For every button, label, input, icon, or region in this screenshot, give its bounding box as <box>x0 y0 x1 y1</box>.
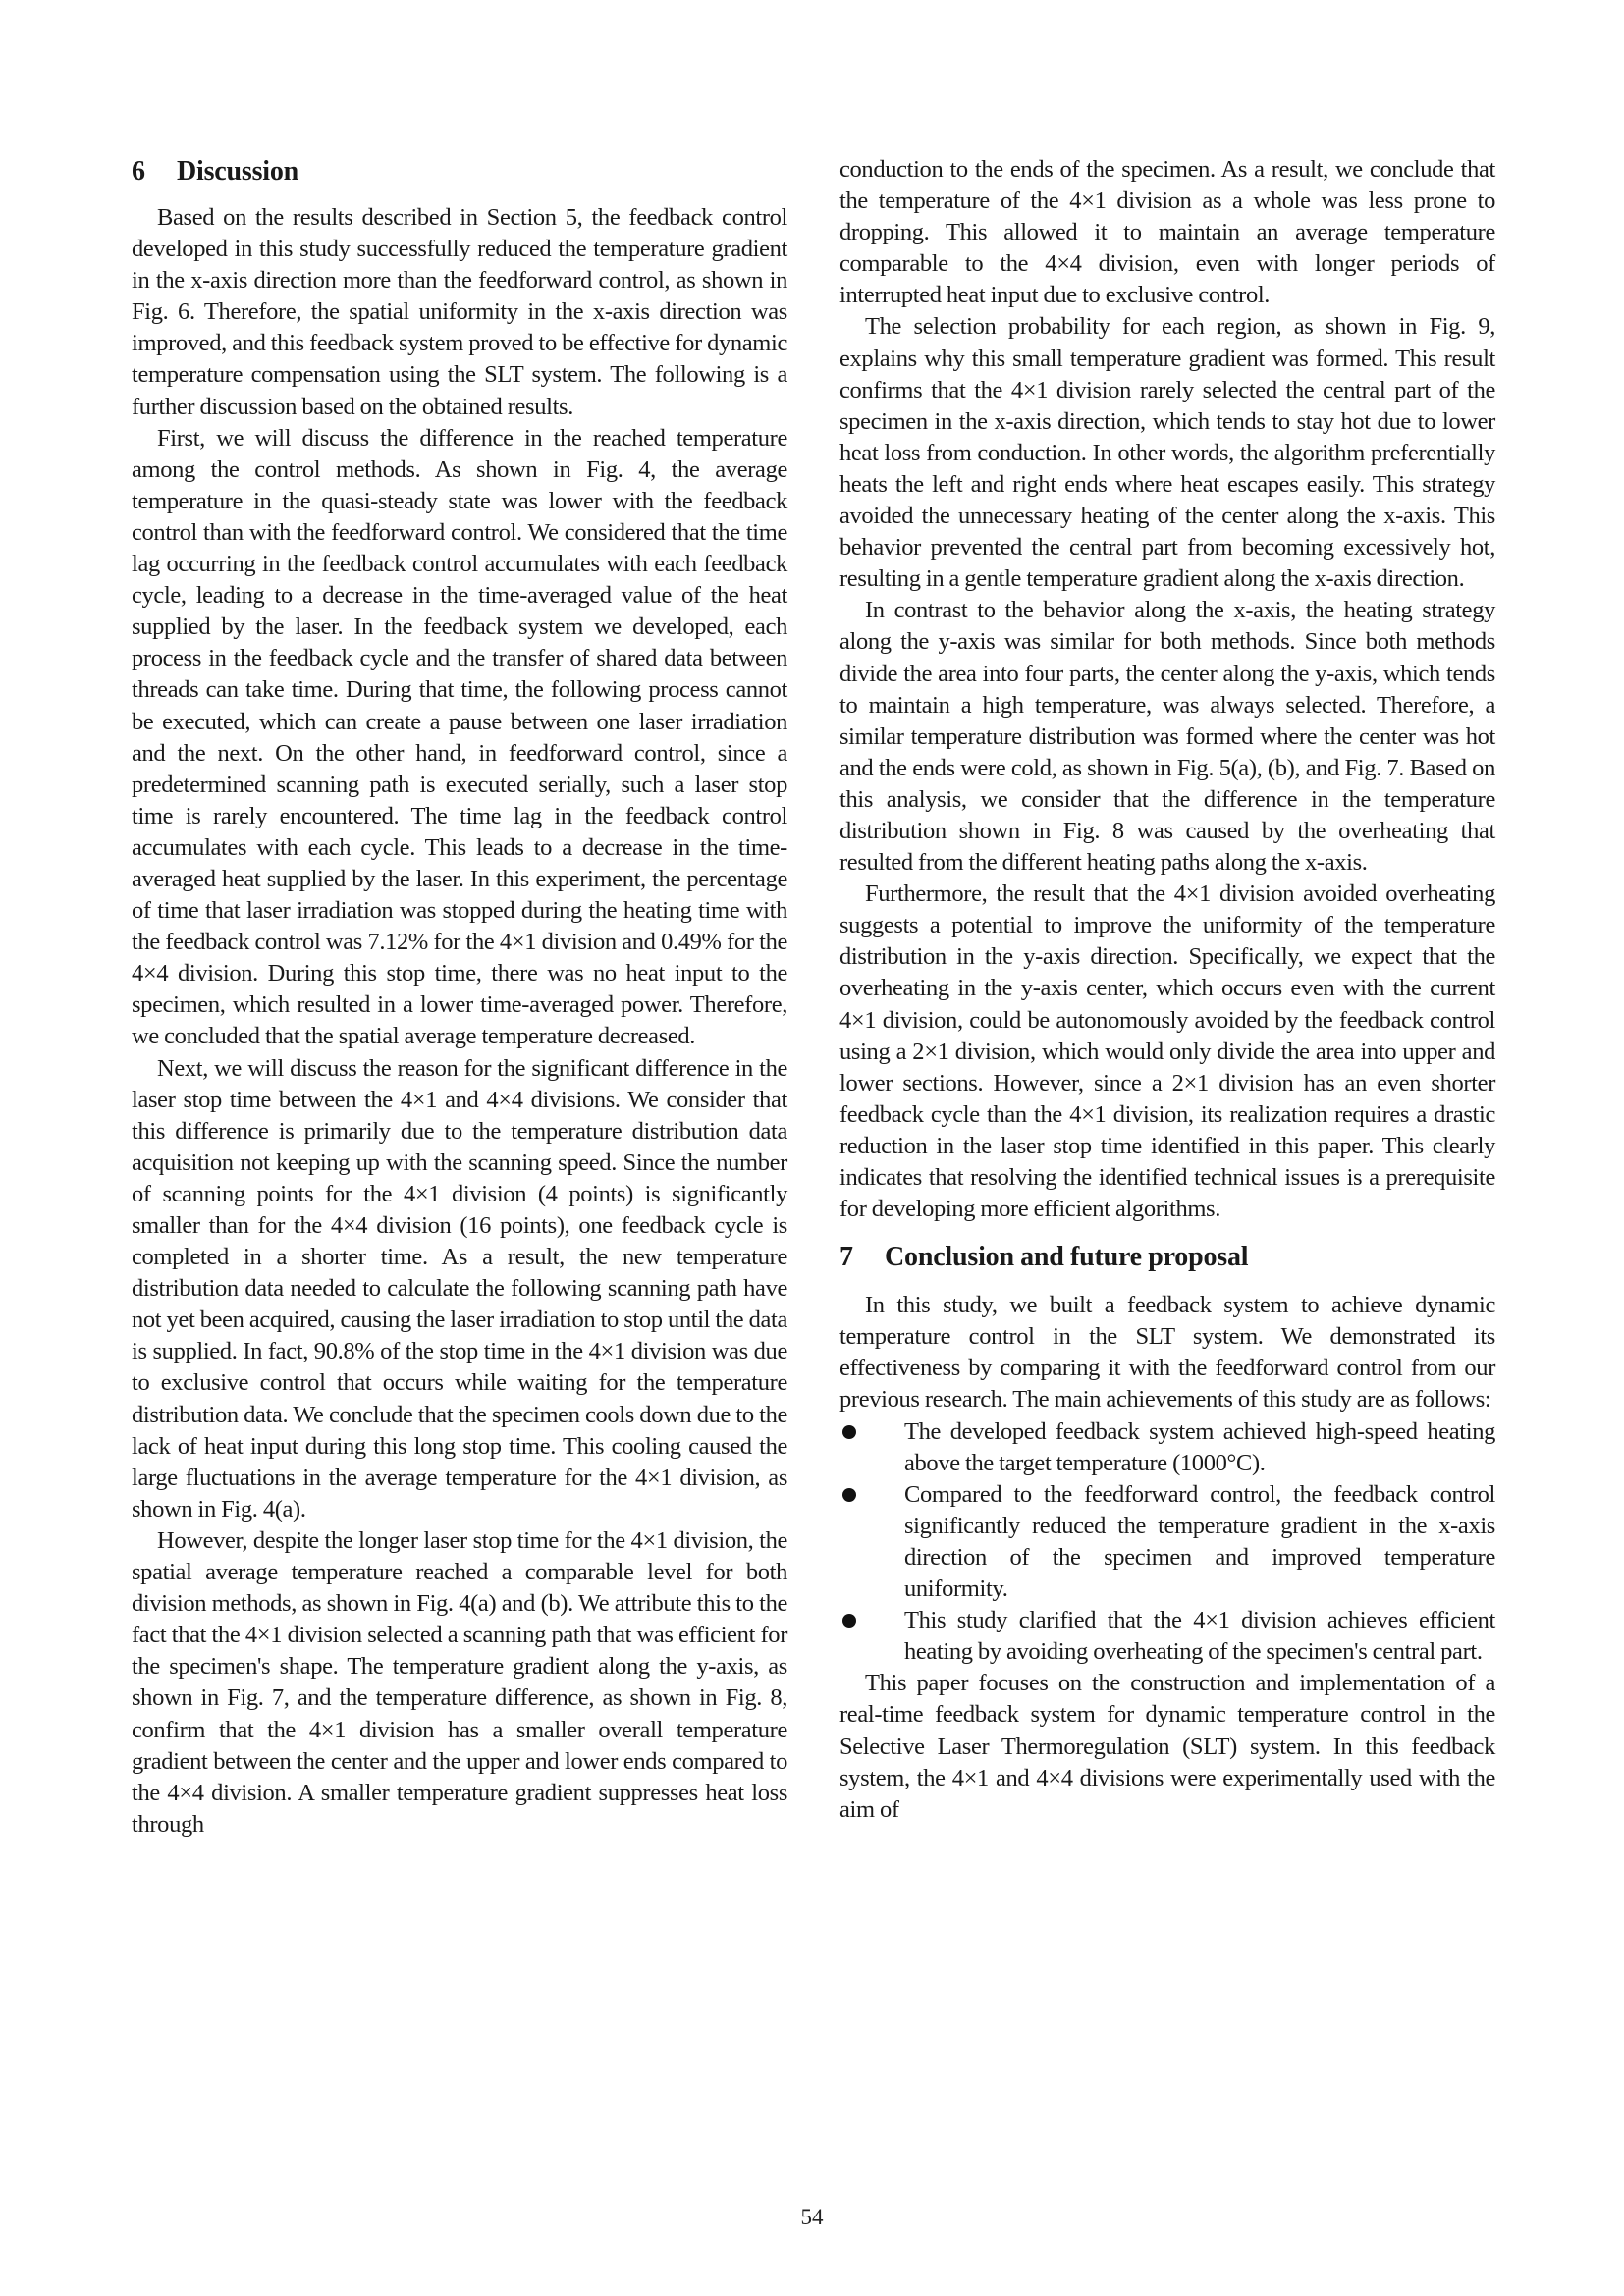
list-item-text: This study clarified that the 4×1 division achieves efficient heating by avoiding overheating of the specimen's central part. <box>904 1607 1495 1666</box>
left-column <box>132 155 787 1841</box>
paragraph: First, we will discuss the difference in the reached temperature among the control methods. As shown in Fig. 4, the average temperature in the quasi-steady state was lower with the feedback control than with the feedforward control. We considered that the time lag occurring in the feedback control accumulates with each feedback cycle, leading to a decrease in the time-averaged value of the heat supplied by the laser. In the feedback system we developed, each process in the feedback cycle and the transfer of shared data between threads can take time. During that time, the following process cannot be executed, which can create a pause between one laser irradiation and the next. On the other hand, in feedforward control, since a predetermined scanning path is executed serially, such a laser stop time is rarely encountered. The time lag in the feedback control accumulates with each cycle. This leads to a decrease in the time-averaged heat supplied by the laser. In this experiment, the percentage of time that laser irradiation was stopped during the heating time with the feedback control was 7.12% for the 4×1 division and 0.49% for the 4×4 division. During this stop time, there was no heat input to the specimen, which resulted in a lower time-averaged power. Therefore, we concluded that the spatial average temperature decreased. <box>132 424 787 1050</box>
list-item-text: The developed feedback system achieved high-speed heating above the target temperature (1000°C). <box>904 1417 1495 1476</box>
right-column <box>839 154 1495 1826</box>
bullet-icon <box>842 1614 856 1628</box>
page-number: 54 <box>800 2205 824 2229</box>
section-number: 6 <box>132 156 145 187</box>
list-item <box>839 1605 1495 1668</box>
paragraph-continued: conduction to the ends of the specimen. As a result, we conclude that the temperature of the 4×1 division as a whole was less prone to dropping. This allowed it to maintain an average temperature comparable to the 4×4 division, even with longer periods of interrupted heat input due to exclusive control. <box>839 156 1495 309</box>
bullet-icon <box>842 1425 856 1439</box>
paragraph: This paper focuses on the construction and implementation of a real-time feedback system for dynamic temperature control in the Selective Laser Thermoregulation (SLT) system. In this feedback system, the 4×1 and 4×4 divisions were experimentally used with the aim of <box>839 1670 1495 1823</box>
list-item <box>839 1416 1495 1479</box>
section-6-heading <box>132 155 787 188</box>
section-number: 7 <box>839 1242 853 1273</box>
paragraph: In this study, we built a feedback system to achieve dynamic temperature control in the SLT system. We demonstrated its effectiveness by comparing it with the feedforward control from our previous research. The main achievements of this study are as follows: <box>839 1292 1495 1414</box>
paragraph: Next, we will discuss the reason for the significant difference in the laser stop time between the 4×1 and 4×4 divisions. We consider that this difference is primarily due to the temperature distribution data acquisition not keeping up with the scanning speed. Since the number of scanning points for the 4×1 division (4 points) is significantly smaller than for the 4×4 division (16 points), one feedback cycle is completed in a shorter time. As a result, the new temperature distribution data needed to calculate the following scanning path have not yet been acquired, causing the laser irradiation to stop until the data is supplied. In fact, 90.8% of the stop time in the 4×1 division was due to exclusive control that occurs while waiting for the temperature distribution data. We conclude that the specimen cools down due to the lack of heat input during this long stop time. This cooling caused the large fluctuations in the average temperature for the 4×1 division, as shown in Fig. 4(a). <box>132 1054 787 1522</box>
paragraph: In contrast to the behavior along the x-axis, the heating strategy along the y-axis was similar for both methods. Since both methods divide the area into four parts, the center along the y-axis, which tends to maintain a high temperature, was always selected. Therefore, a similar temperature distribution was formed where the center was hot and the ends were cold, as shown in Fig. 5(a), (b), and Fig. 7. Based on this analysis, we consider that the difference in the temperature distribution shown in Fig. 8 was caused by the overheating that resulted from the different heating paths along the x-axis. <box>839 597 1495 877</box>
section-title: Conclusion and future proposal <box>885 1242 1249 1273</box>
paragraph: The selection probability for each region, as shown in Fig. 9, explains why this small temperature gradient was formed. This result confirms that the 4×1 division rarely selected the central part of the specimen in the x-axis direction, which tends to stay hot due to lower heat loss from conduction. In other words, the algorithm preferentially heats the left and right ends where heat escapes easily. This strategy avoided the unnecessary heating of the center along the x-axis. This behavior prevented the central part from becoming excessively hot, resulting in a gentle temperature gradient along the x-axis direction. <box>839 313 1495 593</box>
list-item-text: Compared to the feedforward control, the feedback control significantly reduced the temperature gradient in the x-axis direction of the specimen and improved temperature uniformity. <box>904 1480 1495 1603</box>
list-item <box>839 1479 1495 1605</box>
bullet-icon <box>842 1488 856 1502</box>
paragraph: Furthermore, the result that the 4×1 division avoided overheating suggests a potential to improve the uniformity of the temperature distribution in the y-axis direction. Specifically, we expect that the overheating in the y-axis center, which occurs even with the current 4×1 division, could be autonomously avoided by the feedback control using a 2×1 division, which would only divide the area into upper and lower sections. However, since a 2×1 division has an even shorter feedback cycle than the 4×1 division, its realization requires a drastic reduction in the laser stop time identified in this paper. This clearly indicates that resolving the identified technical issues is a prerequisite for developing more efficient algorithms. <box>839 881 1495 1223</box>
section-title: Discussion <box>177 156 299 187</box>
section-7-heading <box>839 1241 1495 1274</box>
paragraph: Based on the results described in Section 5, the feedback control developed in this study successfully reduced the temperature gradient in the x-axis direction more than the feedforward control, as shown in Fig. 6. Therefore, the spatial uniformity in the x-axis direction was improved, and this feedback system proved to be effective for dynamic temperature compensation using the SLT system. The following is a further discussion based on the obtained results. <box>132 204 787 420</box>
paragraph: However, despite the longer laser stop time for the 4×1 division, the spatial average temperature reached a comparable level for both division methods, as shown in Fig. 4(a) and (b). We attribute this to the fact that the 4×1 division selected a scanning path that was efficient for the specimen's shape. The temperature gradient along the y-axis, as shown in Fig. 7, and the temperature difference, as shown in Fig. 8, confirm that the 4×1 division has a smaller overall temperature gradient between the center and the upper and lower ends compared to the 4×4 division. A smaller temperature gradient suppresses heat loss through <box>132 1526 787 1838</box>
achievements-list <box>839 1416 1495 1669</box>
